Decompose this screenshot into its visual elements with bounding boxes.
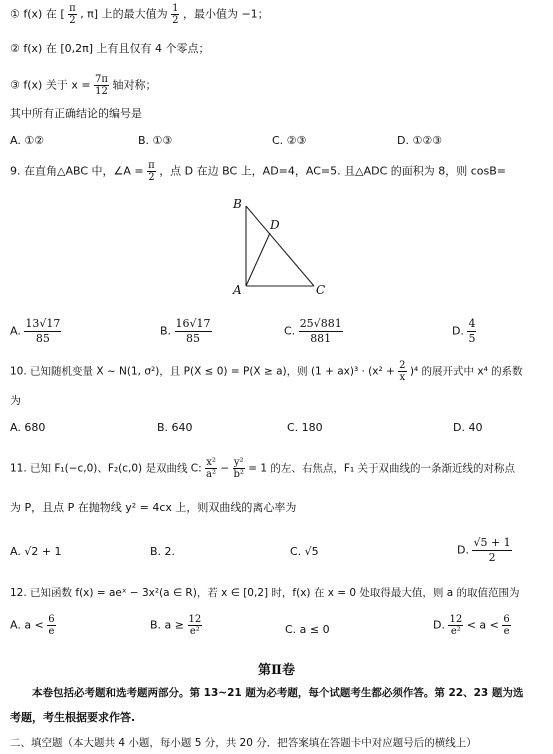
label-d: D — [270, 218, 280, 232]
numerator: 6 — [503, 614, 510, 625]
q11-minus: − — [220, 462, 230, 475]
q11-stem-line2: 为 P，且点 P 在抛物线 y² = 4cx 上，则双曲线的离心率为 — [10, 501, 297, 514]
option-label: A. — [10, 324, 21, 338]
q12-stem: 12. 已知函数 f(x) = aeˣ − 3x²(a ∈ R)，若 x ∈ [0,2] 时，f(x) 在 x = 0 处取得最大值，则 a 的取值范围为 — [10, 587, 520, 599]
denominator: 2 — [69, 15, 76, 26]
option-frac — [24, 317, 61, 346]
denominator: e² — [450, 626, 461, 637]
numerator: 2 — [399, 360, 406, 371]
q8-option-d: D. ①②③ — [397, 134, 443, 147]
option-text: B. a ≥ — [150, 618, 184, 632]
numerator: y² — [233, 457, 244, 468]
numerator: 1 — [172, 3, 179, 14]
label-c: C — [316, 283, 326, 297]
denominator: 881 — [310, 332, 332, 345]
q11-option-a: A. √2 + 1 — [10, 545, 62, 558]
option-frac — [47, 614, 55, 637]
q11-post: = 1 的左、右焦点，F₁ 关于双曲线的一条渐近线的对称点 — [248, 462, 516, 475]
option-text: D. — [433, 618, 445, 632]
q12-option-a — [10, 614, 56, 637]
q9-triangle-figure — [228, 193, 348, 303]
option-frac — [175, 317, 212, 346]
option-frac — [299, 317, 343, 346]
option-frac — [472, 536, 511, 565]
q8-option-c: C. ②③ — [272, 134, 307, 147]
q8-s1-frac1 — [68, 3, 77, 26]
part2-note-line2: 考题，考生根据要求作答. — [10, 711, 136, 724]
q10-post: )⁴ 的展开式中 x⁴ 的系数 — [409, 365, 523, 378]
denominator: x — [399, 372, 406, 383]
option-text: A. a < — [10, 618, 44, 632]
q8-statement-1 — [10, 3, 269, 26]
numerator: 4 — [468, 317, 476, 330]
numerator: 25√881 — [299, 317, 342, 330]
q8-s3-post: 轴对称； — [112, 78, 157, 92]
q11-option-b: B. 2. — [150, 545, 176, 558]
q12-option-c: C. a ≤ 0 — [285, 623, 330, 636]
q10-pre: 10. 已知随机变量 X ~ N(1, σ²)，且 P(X ≤ 0) = P(X ≥ a)，则 (1 + ax)³ · (x² + — [10, 365, 395, 378]
q8-s1-post: ，最小值为 −1； — [182, 7, 269, 21]
numerator: 13√17 — [25, 317, 61, 330]
numerator: π — [148, 160, 155, 171]
q11-stem — [10, 457, 515, 480]
denominator: 85 — [35, 332, 50, 345]
q11-option-c: C. √5 — [290, 545, 319, 558]
q8-s1-pre: ① f(x) 在 [ — [10, 7, 65, 21]
option-frac — [448, 614, 463, 637]
q9-option-b — [160, 317, 212, 346]
q9-pre: 9. 在直角△ABC 中，∠A = — [10, 164, 144, 178]
numerator: π — [69, 3, 76, 14]
q8-option-b: B. ①③ — [138, 134, 173, 147]
numerator: 6 — [48, 614, 55, 625]
q10-option-b: B. 640 — [157, 421, 193, 434]
option-frac — [188, 614, 203, 637]
q9-post: ，点 D 在边 BC 上，AD=4，AC=5. 且△ADC 的面积为 8，则 cosB= — [159, 164, 507, 178]
q8-option-a: A. ①② — [10, 134, 45, 147]
label-b: B — [233, 197, 242, 211]
q8-statement-2: ② f(x) 在 [0,2π] 上有且仅有 4 个零点； — [10, 42, 210, 55]
option-label: C. — [284, 324, 296, 338]
part2-title: 第Ⅱ卷 — [258, 663, 295, 678]
q9-option-a — [10, 317, 61, 346]
q11-pre: 11. 已知 F₁(−c,0)、F₂(c,0) 是双曲线 C: — [10, 462, 202, 475]
numerator: 16√17 — [175, 317, 211, 330]
denominator: 5 — [468, 332, 476, 345]
q10-stem-line2: 为 — [10, 394, 21, 407]
part2-note-line1: 本卷包括必考题和选考题两部分。第 13~21 题为必考题，每个试题考生都必须作答。第 22、23 题为选 — [32, 687, 524, 699]
q12-option-d — [433, 614, 511, 637]
denominator: a² — [206, 469, 217, 480]
option-frac — [502, 614, 510, 637]
option-label: D. — [452, 324, 464, 338]
option-label: B. — [160, 324, 172, 338]
q9-option-d — [452, 317, 476, 346]
q8-prompt: 其中所有正确结论的编号是 — [10, 107, 142, 120]
q8-statement-3 — [10, 74, 156, 97]
q8-s3-frac — [94, 74, 109, 97]
q10-option-c: C. 180 — [287, 421, 323, 434]
option-frac — [467, 317, 476, 346]
q11-option-d — [457, 536, 512, 565]
option-label: D. — [457, 543, 469, 557]
q10-option-a: A. 680 — [10, 421, 46, 434]
option-text: < a < — [466, 618, 499, 632]
q12-option-b — [150, 614, 202, 637]
q8-s1-mid: , π] 上的最大值为 — [80, 7, 168, 21]
q11-frac2 — [233, 457, 245, 480]
label-a: A — [233, 283, 242, 297]
denominator: 85 — [186, 332, 201, 345]
section2-heading: 二、填空题（本大题共 4 小题，每小题 5 分，共 20 分．把答案填在答题卡中对应题号后的横线上） — [10, 737, 477, 749]
numerator: 12 — [188, 614, 202, 625]
denominator: 12 — [95, 86, 108, 97]
q10-stem — [10, 360, 523, 383]
q9-angle-frac — [147, 160, 156, 183]
q8-s1-frac2 — [171, 3, 179, 26]
q10-option-d: D. 40 — [453, 421, 483, 434]
denominator: 2 — [172, 15, 179, 26]
numerator: x² — [206, 457, 216, 468]
denominator: e — [503, 626, 510, 637]
q10-frac — [398, 360, 406, 383]
denominator: 2 — [488, 551, 496, 564]
q8-s3-pre: ③ f(x) 关于 x = — [10, 78, 91, 92]
numerator: 7π — [95, 74, 108, 85]
q9-option-c — [284, 317, 343, 346]
q9-stem — [10, 160, 506, 183]
q11-frac1 — [205, 457, 217, 480]
denominator: e — [48, 626, 55, 637]
denominator: 2 — [148, 172, 155, 183]
denominator: b² — [233, 469, 244, 480]
denominator: e² — [189, 626, 200, 637]
numerator: 12 — [449, 614, 463, 625]
numerator: √5 + 1 — [473, 536, 511, 549]
